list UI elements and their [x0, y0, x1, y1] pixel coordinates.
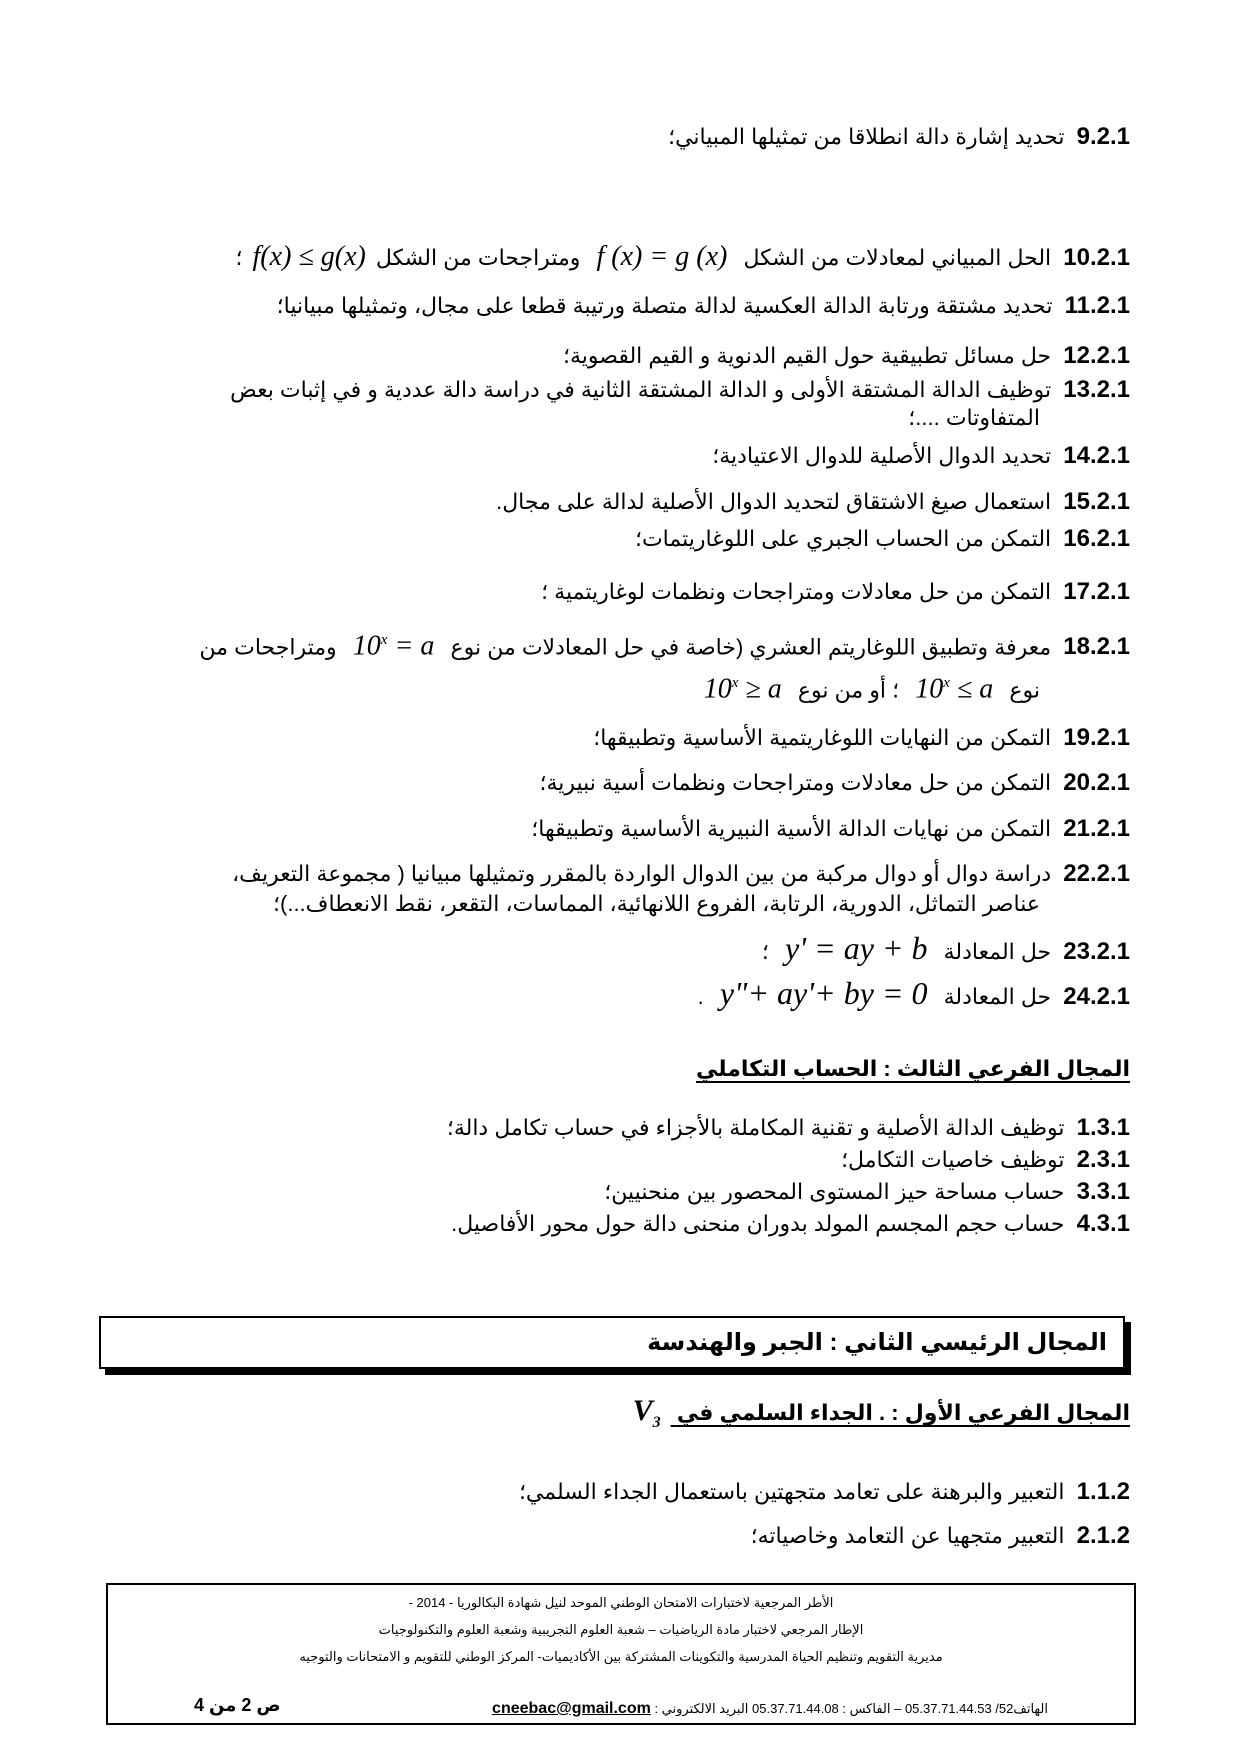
inequality-math: 10$^x$ ≥ a [703, 673, 782, 705]
list-item [110, 121, 1130, 153]
footer-line: مديرية التقويم وتنظيم الحياة المدرسية والتكوينات المشتركة بين الأكاديميات- المركز الوطني للتقويم و الامتحانات والتوجيه [299, 1649, 943, 1664]
item-text: ؛ [761, 939, 769, 964]
list-item [110, 858, 1130, 920]
item-text: . [697, 984, 704, 1009]
list-item [110, 1520, 1130, 1552]
list-item [110, 1144, 1130, 1176]
item-text: التمكن من الحساب الجبري على اللوغاريتمات؛ [634, 526, 1052, 551]
item-text: حساب حجم المجسم المولد بدوران منحنى دالة حول محور الأفاصيل. [451, 1211, 1065, 1236]
item-text: دراسة دوال أو دوال مركبة من بين الدوال الواردة بالمقرر وتمثيلها مبيانيا ( مجموعة التعريف، [232, 861, 1052, 886]
item-number: 10.2.1 [1063, 244, 1130, 271]
list-item [110, 1476, 1130, 1508]
item-text: تحديد الدوال الأصلية للدوال الاعتيادية؛ [712, 443, 1052, 468]
item-number: 13.2.1 [1063, 376, 1130, 403]
list-item [110, 576, 1130, 608]
item-number: 1.1.2 [1076, 1478, 1130, 1505]
page-footer [106, 1583, 1136, 1725]
item-text: التمكن من نهايات الدالة الأسية النبيرية الأساسية وتطبيقها؛ [531, 816, 1052, 841]
item-text: تحديد إشارة دالة انطلاقا من تمثيلها المبياني؛ [668, 124, 1065, 149]
item-text: التمكن من حل معادلات ومتراجحات ونظمات أسية نبيرية؛ [539, 770, 1052, 795]
item-number: 17.2.1 [1063, 578, 1130, 605]
section-heading: المجال الفرعي الثالث : الحساب التكاملي [696, 1056, 1130, 1081]
item-number: 20.2.1 [1063, 769, 1130, 796]
contact-text: الهاتف52/ 05.37.71.44.53 – الفاكس : 05.37.71.44.08 البريد الالكتروني : [654, 1701, 1048, 1716]
item-number: 15.2.1 [1063, 488, 1130, 515]
item-number: 23.2.1 [1063, 938, 1130, 965]
item-text-continued: نوع 10$^x$ ≤ a ؛ أو من نوع 10$^x$ ≥ a [110, 667, 1130, 706]
item-number: 21.2.1 [1063, 815, 1130, 842]
item-text: حل المعادلة [943, 984, 1052, 1009]
inequality-math: 10$^x$ ≤ a [915, 673, 994, 705]
item-text: توظيف الدالة الأصلية و تقنية المكاملة بالأجزاء في حساب تكامل دالة؛ [446, 1115, 1065, 1140]
list-item [110, 241, 1130, 274]
list-item [110, 977, 1130, 1013]
vector-space-math: $V_3$ [632, 1394, 661, 1431]
item-text: توظيف خاصيات التكامل؛ [841, 1147, 1065, 1172]
item-number: 2.1.2 [1076, 1522, 1130, 1549]
item-text: التعبير والبرهنة على تعامد متجهتين باستعمال الجداء السلمي؛ [518, 1479, 1065, 1504]
list-item [110, 767, 1130, 799]
item-text: الحل المبياني لمعادلات من الشكل [743, 245, 1052, 270]
list-item [110, 722, 1130, 754]
item-text-continued: المتفاوتات ....؛ [908, 405, 1040, 430]
item-text: ؛ [235, 245, 243, 270]
differential-equation-math: y"+ ay'+ by = 0 [719, 975, 928, 1011]
item-number: 19.2.1 [1063, 724, 1130, 751]
main-domain-title: المجال الرئيسي الثاني : الجبر والهندسة [647, 1329, 1107, 1356]
item-text: توظيف الدالة المشتقة الأولى و الدالة المشتقة الثانية في دراسة دالة عددية و في إثبات بعض [230, 377, 1052, 402]
list-item [110, 290, 1130, 322]
equation-math: f (x) = g (x) [596, 241, 728, 272]
inequality-math: f(x) ≤ g(x) [252, 241, 366, 272]
item-text: حساب مساحة حيز المستوى المحصور بين منحنيين؛ [604, 1179, 1065, 1204]
item-text: معرفة وتطبيق اللوغاريتم العشري (خاصة في حل المعادلات من نوع [450, 634, 1052, 660]
item-text: التمكن من النهايات اللوغاريتمية الأساسية وتطبيقها؛ [593, 725, 1052, 750]
list-item [110, 486, 1130, 518]
item-text: تحديد مشتقة ورتابة الدالة العكسية لدالة متصلة ورتيبة قطعا على مجال، وتمثيلها مبيانيا؛ [276, 293, 1053, 318]
item-number: 4.3.1 [1076, 1210, 1130, 1237]
item-text: ومتراجحات من الشكل [375, 245, 581, 270]
item-text: استعمال صيغ الاشتقاق لتحديد الدوال الأصلية لدالة على مجال. [496, 489, 1052, 514]
item-number: 1.3.1 [1076, 1114, 1130, 1141]
item-text: التمكن من حل معادلات ومتراجحات ونظمات لوغاريتمية ؛ [541, 579, 1052, 604]
item-number: 3.3.1 [1076, 1178, 1130, 1205]
item-number: 12.2.1 [1063, 342, 1130, 369]
item-number: 9.2.1 [1076, 123, 1130, 150]
email-link[interactable]: cneebac@gmail.com [492, 1700, 651, 1717]
item-number: 11.2.1 [1064, 292, 1130, 319]
list-item [110, 813, 1130, 845]
item-number: 22.2.1 [1063, 860, 1130, 887]
list-item [110, 440, 1130, 472]
list-item [110, 932, 1130, 968]
list-item [110, 624, 1130, 707]
list-item [110, 1176, 1130, 1208]
footer-line: الأطر المرجعية لاختبارات الامتحان الوطني الموحد لنيل شهادة البكالوريا - 2014 - [408, 1595, 834, 1610]
differential-equation-math: y' = ay + b [785, 930, 928, 966]
item-text: حل المعادلة [943, 939, 1052, 964]
equation-math: 10$^x$ = a [352, 630, 435, 662]
item-number: 18.2.1 [1063, 633, 1130, 661]
item-number: 2.3.1 [1076, 1146, 1130, 1173]
list-item [110, 1208, 1130, 1240]
list-item [110, 523, 1130, 555]
list-item [110, 340, 1130, 372]
list-item [110, 1112, 1130, 1144]
section-heading: المجال الفرعي الأول : . الجداء السلمي في $V_3$ [632, 1394, 1130, 1431]
footer-contact [492, 1700, 1048, 1718]
main-domain-box [99, 1316, 1125, 1369]
item-number: 14.2.1 [1063, 442, 1130, 469]
item-number: 16.2.1 [1063, 525, 1130, 552]
footer-line: الإطار المرجعي لاختبار مادة الرياضيات – شعبة العلوم التجريبية وشعبة العلوم والتكنولوجيات [378, 1622, 864, 1637]
item-text-continued: عناصر التماثل، الدورية، الرتابة، الفروع اللانهائية، المماسات، التقعر، نقط الانعطاف...)؛ [273, 891, 1040, 916]
item-text: التعبير متجهيا عن التعامد وخاصياته؛ [750, 1523, 1065, 1548]
page-number: ص 2 من 4 [194, 1695, 281, 1715]
item-text: ومتراجحات من [199, 634, 337, 660]
item-number: 24.2.1 [1063, 983, 1130, 1010]
item-text: حل مسائل تطبيقية حول القيم الدنوية و القيم القصوية؛ [562, 343, 1052, 368]
list-item [110, 374, 1130, 434]
